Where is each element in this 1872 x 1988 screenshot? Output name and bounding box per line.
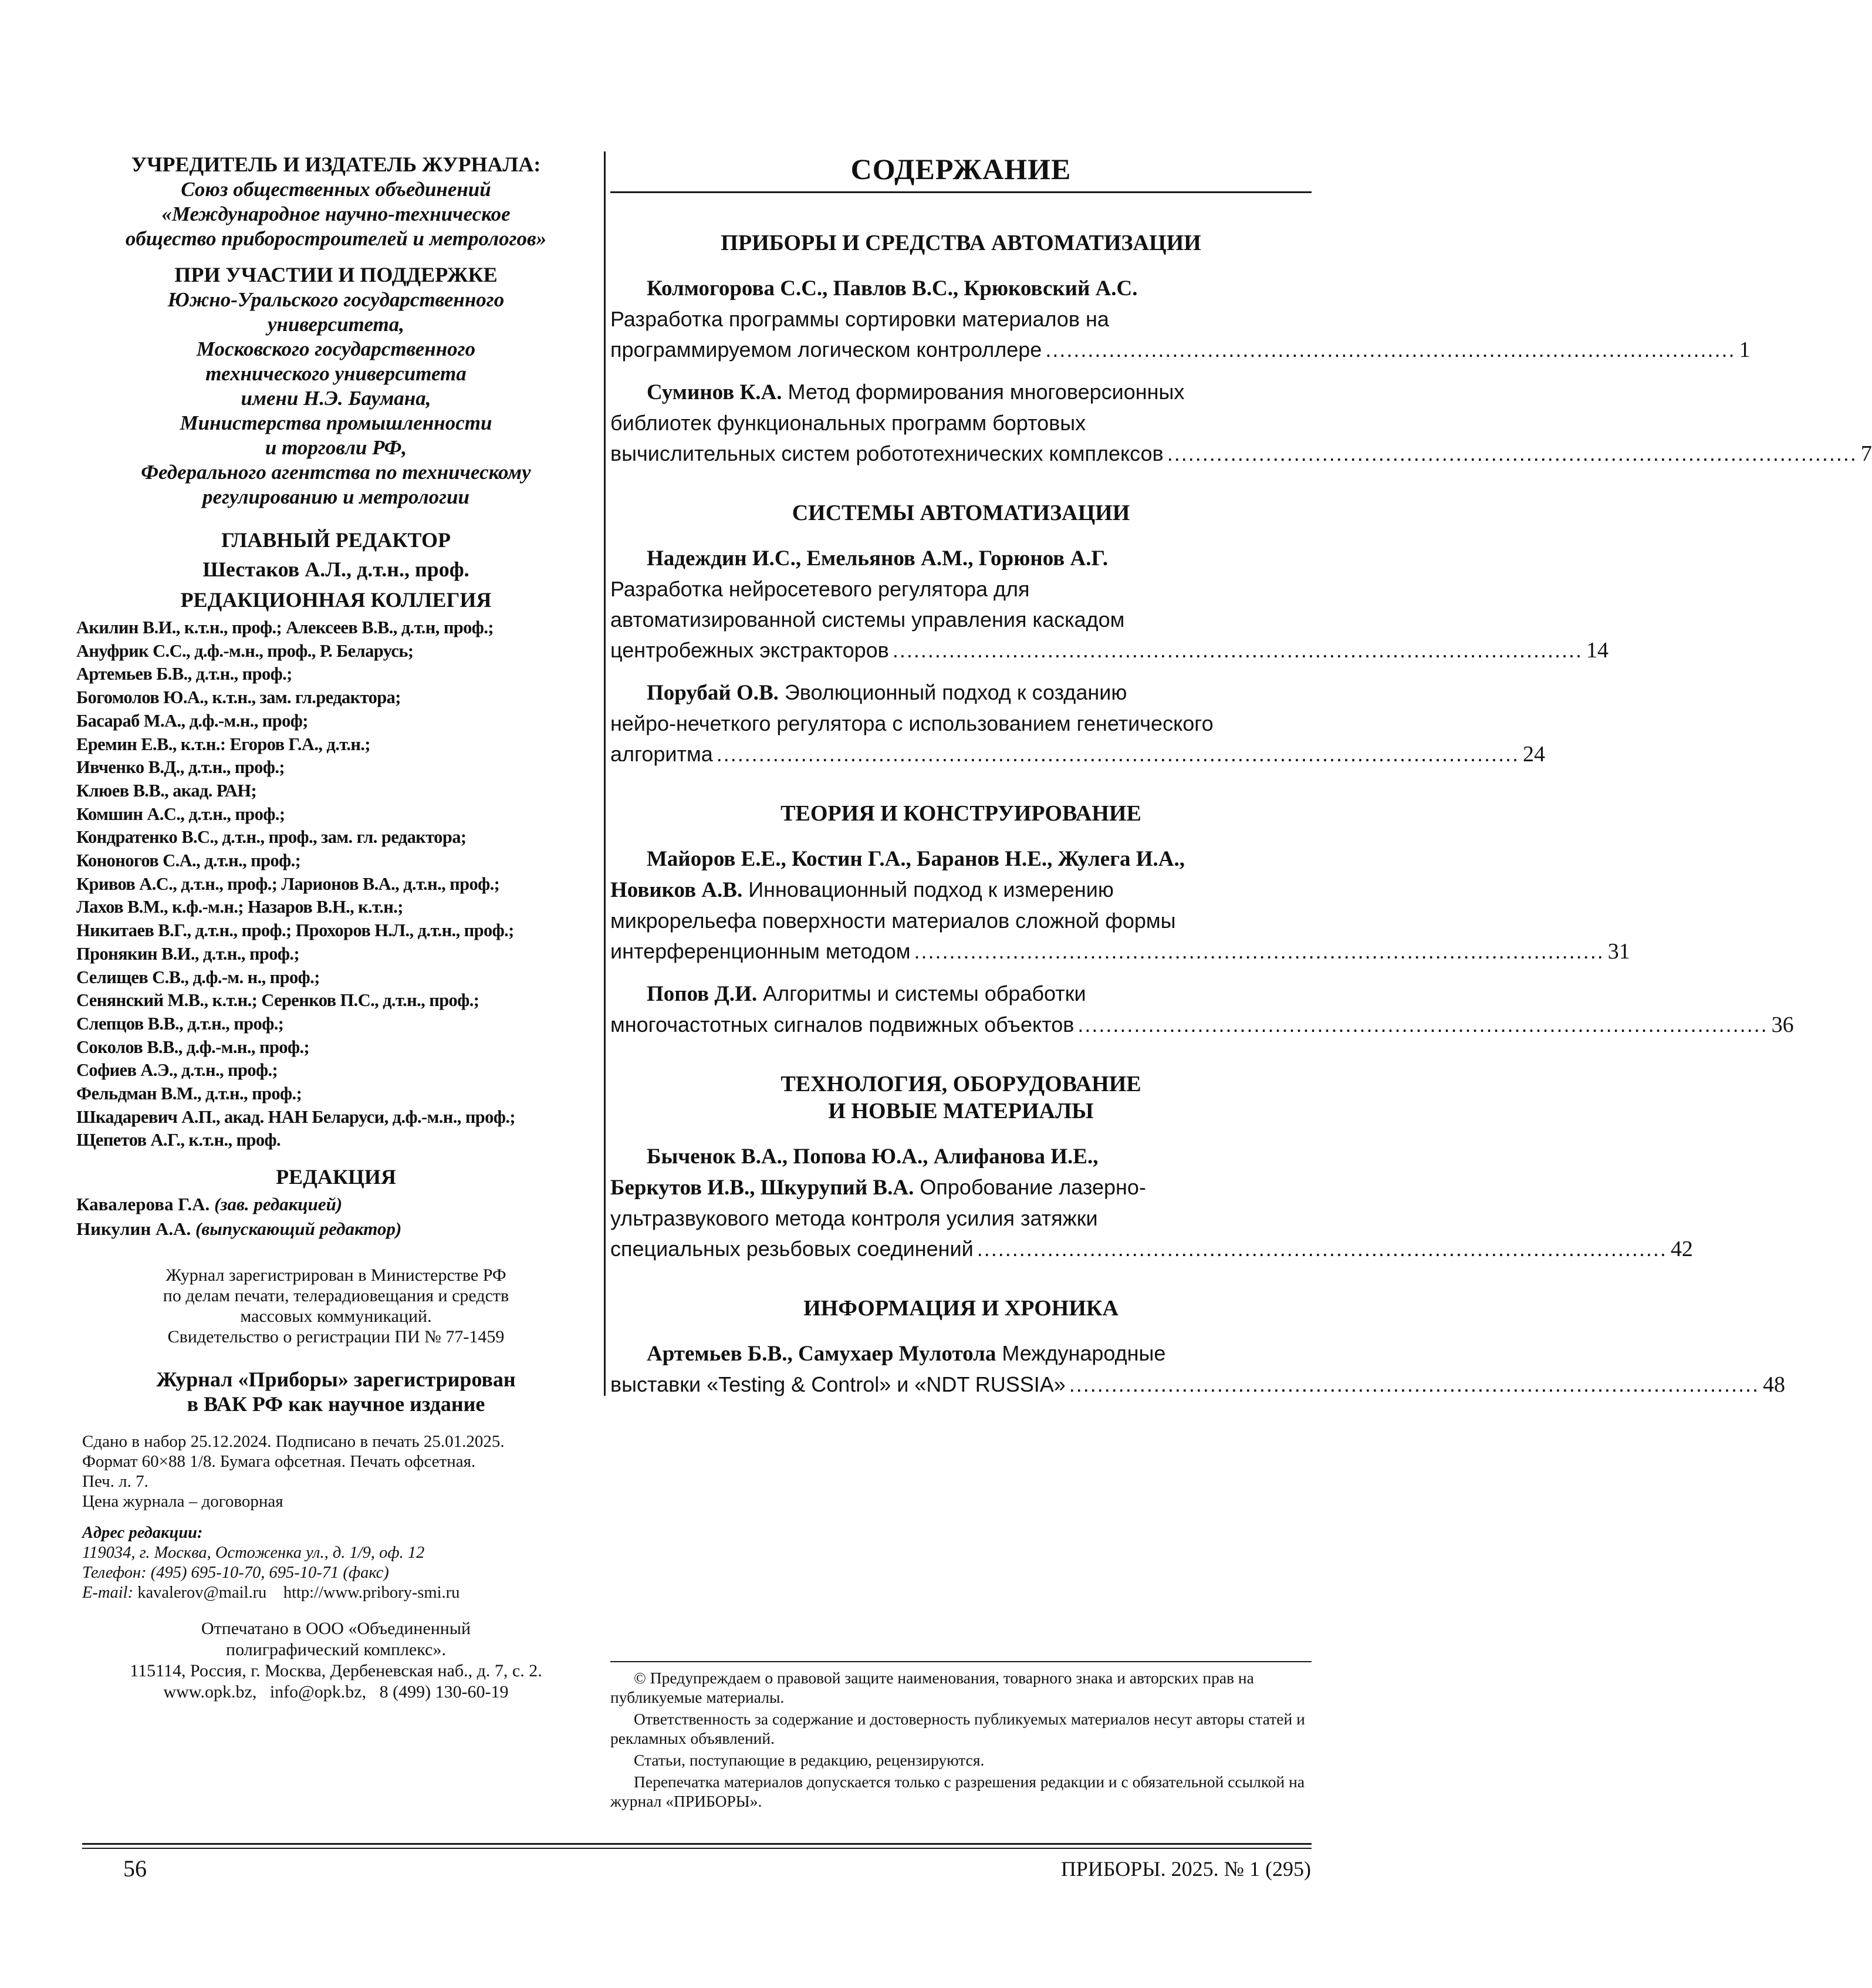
phone-line: Телефон: (495) 695-10-70, 695-10-71 (факс): [82, 1564, 389, 1582]
registration-line: Журнал зарегистрирован в Министерстве РФ: [165, 1265, 506, 1285]
board-member: Щепетов А.Г., к.т.н., проф.: [76, 1130, 281, 1150]
entry-title-line: ультразвукового метода контроля усилия затяжки: [610, 1206, 1098, 1230]
leader-dots: ..................................................................................................................: [716, 742, 1520, 766]
board-member: Еремин Е.В., к.т.н.: Егоров Г.А., д.т.н.;: [76, 734, 370, 754]
entry-title-line: автоматизированной системы управления каскадом: [610, 607, 1125, 632]
legal-note: © Предупреждаем о правовой защите наименования, товарного знака и авторских прав на публикуемые материалы.: [610, 1669, 1254, 1706]
registration-line: массовых коммуникаций.: [240, 1307, 432, 1327]
board-member: Басараб М.А., д.ф.-м.н., проф;: [76, 710, 308, 731]
section-heading: ТЕОРИЯ И КОНСТРУИРОВАНИЕ: [780, 801, 1141, 826]
registration-line: по делам печати, телерадиовещания и средств: [163, 1286, 509, 1306]
printer-line: 115114, Россия, г. Москва, Дербеневская наб., д. 7, с. 2.: [130, 1661, 542, 1681]
toc-entry[interactable]: [610, 273, 1751, 365]
board-member: Сенянский М.В., к.т.н.; Серенков П.С., д.т.н., проф.;: [76, 990, 479, 1011]
staff-member: [76, 1192, 596, 1217]
entry-title-line: микрорельефа поверхности материалов сложной формы: [610, 909, 1176, 933]
support-line: и торговли РФ,: [265, 436, 407, 459]
vak-line: Журнал «Приборы» зарегистрирован: [156, 1368, 516, 1392]
leader-dots: ..................................................................................................: [1077, 1012, 1768, 1037]
support-line: регулированию и метрологии: [202, 485, 469, 508]
entry-title-line: Опробование лазерно-: [914, 1175, 1146, 1199]
section-heading-line: ТЕХНОЛОГИЯ, ОБОРУДОВАНИЕ: [780, 1072, 1141, 1096]
entry-authors: Беркутов И.В., Шкурупий В.А.: [610, 1176, 914, 1200]
support-line: технического университета: [205, 362, 467, 385]
journal-issue: ПРИБОРЫ. 2025. № 1 (295): [1060, 1857, 1311, 1881]
leader-dots: ..................................................................................................: [1167, 441, 1857, 465]
board-member: Акилин В.И., к.т.н., проф.; Алексеев В.В., д.т.н, проф.;: [76, 617, 494, 637]
printer-line: Отпечатано в ООО «Объединенный: [201, 1619, 471, 1639]
toc-entry[interactable]: [610, 543, 1609, 666]
entry-page-number: 31: [1607, 939, 1630, 964]
entry-title-line: нейро-нечеткого регулятора с использованием генетического: [610, 711, 1214, 735]
board-member: Артемьев Б.В., д.т.н., проф.;: [76, 664, 292, 684]
legal-note: Ответственность за содержание и достоверность публикуемых материалов несут авторы статей и рекламных объявлений.: [610, 1710, 1305, 1747]
printer-info: [76, 1618, 596, 1703]
entry-title-line: специальных резьбовых соединений: [610, 1237, 974, 1261]
toc-title: СОДЕРЖАНИЕ: [850, 153, 1072, 185]
leader-dots: ..................................................................................................: [914, 939, 1604, 963]
entry-authors: Артемьев Б.В., Самухаер Мулотола: [647, 1342, 996, 1366]
entry-title-line: Разработка программы сортировки материалов на: [610, 307, 1109, 331]
imprint-column: [76, 151, 596, 1703]
support-line: Федерального агентства по техническому: [141, 461, 531, 484]
board-member: Клюев В.В., акад. РАН;: [76, 780, 257, 801]
email-label: E-mail:: [82, 1584, 134, 1602]
staff-name: Кавалерова Г.А.: [76, 1194, 210, 1215]
print-line: Формат 60×88 1/8. Бумага офсетная. Печать офсетная.: [82, 1452, 476, 1471]
board-member: Ивченко В.Д., д.т.н., проф.;: [76, 757, 285, 778]
legal-notes: [610, 1668, 1312, 1813]
entry-authors: Попов Д.И.: [647, 982, 758, 1006]
staff-role: (зав. редакцией): [214, 1194, 343, 1215]
board-member: Никитаев В.Г., д.т.н., проф.; Прохоров Н.Л., д.т.н., проф.;: [76, 920, 514, 941]
entry-page-number: 48: [1763, 1372, 1785, 1397]
section-heading: [610, 1071, 1312, 1125]
staff-name: Никулин А.А.: [76, 1219, 191, 1240]
section-heading: ИНФОРМАЦИЯ И ХРОНИКА: [803, 1296, 1119, 1321]
leader-dots: ..................................................................................................: [892, 638, 1583, 662]
table-of-contents: [610, 151, 1872, 1412]
entry-page-number: 24: [1523, 742, 1546, 767]
support-line: имени Н.Э. Баумана,: [241, 387, 431, 410]
entry-authors: Порубай О.В.: [647, 681, 779, 705]
board-member: Фельдман В.М., д.т.н., проф.;: [76, 1084, 302, 1104]
page-number: 56: [123, 1855, 147, 1882]
toc-title-rule: [610, 191, 1312, 193]
board-member: Слепцов В.В., д.т.н., проф.;: [76, 1013, 284, 1034]
printer-line: полиграфический комплекс».: [226, 1640, 446, 1660]
section-heading: ПРИБОРЫ И СРЕДСТВА АВТОМАТИЗАЦИИ: [721, 231, 1201, 255]
entry-title-line: вычислительных систем робототехнических комплексов: [610, 441, 1164, 465]
staff-role: (выпускающий редактор): [195, 1219, 402, 1240]
entry-title-line: интерференционным методом: [610, 939, 911, 963]
board-member: Кривов А.С., д.т.н., проф.; Ларионов В.А., д.т.н., проф.;: [76, 873, 500, 894]
editorial-address: [82, 1523, 596, 1603]
entry-title-line: выставки «Testing & Control» и «NDT RUSSIA»: [610, 1372, 1066, 1396]
print-line: Печ. л. 7.: [82, 1472, 148, 1491]
leader-dots: ..................................................................................................: [1069, 1372, 1759, 1396]
board-member: Пронякин В.И., д.т.н., проф.;: [76, 943, 300, 964]
print-line: Цена журнала – договорная: [82, 1492, 283, 1511]
staff-member: [76, 1217, 596, 1241]
entry-title-line: Алгоритмы и системы обработки: [757, 981, 1086, 1005]
board-member: Соколов В.В., д.ф.-м.н., проф.;: [76, 1037, 310, 1057]
entry-title-line: алгоритма: [610, 742, 713, 766]
founder-line: Союз общественных объединений: [181, 178, 491, 201]
legal-note: Перепечатка материалов допускается только с разрешения редакции и с обязательной ссылкой на журнал «ПРИБОРЫ».: [610, 1773, 1305, 1810]
footer-rule: [82, 1848, 1312, 1849]
toc-entry[interactable]: [610, 1338, 1785, 1400]
entry-title-line: многочастотных сигналов подвижных объектов: [610, 1012, 1074, 1037]
support-line: Московского государственного: [196, 337, 476, 360]
leader-dots: ..................................................................................................: [1045, 337, 1736, 362]
entry-authors: Суминов К.А.: [647, 380, 782, 404]
entry-authors: Надеждин И.С., Емельянов А.М., Горюнов А.Г.: [647, 546, 1109, 571]
registration-info: [76, 1265, 596, 1347]
board-member: Комшин А.С., д.т.н., проф.;: [76, 804, 285, 824]
board-member: Лахов В.М., к.ф.-м.н.; Назаров В.Н., к.т.н.;: [76, 897, 403, 917]
entry-authors: Новиков А.В.: [610, 878, 743, 902]
entry-authors: Быченок В.А., Попова Ю.А., Алифанова И.Е.,: [647, 1145, 1099, 1169]
entry-title-line: Международные: [996, 1341, 1166, 1365]
board-member: Селищев С.В., д.ф.-м. н., проф.;: [76, 967, 320, 987]
toc-entry[interactable]: [610, 843, 1630, 967]
section-heading: СИСТЕМЫ АВТОМАТИЗАЦИИ: [792, 501, 1130, 525]
board-member: Богомолов Ю.А., к.т.н., зам. гл.редактора;: [76, 687, 401, 708]
board-member: Кононогов С.А., д.т.н., проф.;: [76, 850, 301, 871]
support-heading: ПРИ УЧАСТИИ И ПОДДЕРЖКЕ: [174, 263, 498, 286]
editorial-board-list: [76, 616, 596, 1152]
printer-line: www.opk.bz, info@opk.bz, 8 (499) 130-60-19: [163, 1682, 509, 1702]
registration-line: Свидетельство о регистрации ПИ № 77-1459: [167, 1327, 505, 1347]
entry-title-line: Эволюционный подход к созданию: [778, 680, 1127, 704]
support-line: университета,: [268, 313, 404, 336]
footer-rule: [82, 1843, 1312, 1845]
board-member: Софиев А.Э., д.т.н., проф.;: [76, 1060, 278, 1081]
toc-entry[interactable]: [610, 978, 1794, 1040]
entry-page-number: 1: [1739, 337, 1751, 362]
print-details: [82, 1432, 596, 1511]
leader-dots: ..................................................................................................: [976, 1237, 1667, 1261]
support-line: Южно-Уральского государственного: [167, 288, 505, 311]
editorial-board-heading: РЕДАКЦИОННАЯ КОЛЛЕГИЯ: [180, 588, 492, 612]
founder-line: «Международное научно-техническое: [161, 202, 511, 225]
support-line: Министерства промышленности: [180, 411, 492, 434]
entry-title-line: Разработка нейросетевого регулятора для: [610, 577, 1030, 601]
website-link[interactable]: http://www.pribory-smi.ru: [283, 1584, 460, 1602]
board-member: Шкадаревич А.П., акад. НАН Беларуси, д.ф.-м.н., проф.;: [76, 1106, 515, 1127]
address-line: 119034, г. Москва, Остоженка ул., д. 1/9, оф. 12: [82, 1544, 425, 1562]
board-member: Ануфрик С.С., д.ф.-м.н., проф., Р. Беларусь;: [76, 640, 414, 661]
toc-entry[interactable]: [610, 377, 1872, 469]
entry-title-line: библиотек функциональных программ бортовых: [610, 411, 1086, 435]
entry-title-line: Метод формирования многоверсионных: [782, 380, 1185, 404]
entry-page-number: 36: [1771, 1012, 1794, 1037]
toc-entry[interactable]: [610, 1141, 1693, 1264]
column-divider: [604, 151, 606, 1396]
print-line: Сдано в набор 25.12.2024. Подписано в печать 25.01.2025.: [82, 1432, 505, 1452]
chief-editor-heading: ГЛАВНЫЙ РЕДАКТОР: [221, 528, 451, 552]
vak-notice: [76, 1367, 596, 1416]
entry-authors: Майоров Е.Е., Костин Г.А., Баранов Н.Е., Жулега И.А.,: [647, 847, 1185, 871]
notes-rule: [610, 1661, 1312, 1662]
section-heading-line: И НОВЫЕ МАТЕРИАЛЫ: [828, 1099, 1094, 1123]
entry-authors: Колмогорова С.С., Павлов В.С., Крюковский А.С.: [647, 276, 1138, 301]
chief-editor-name: Шестаков А.Л., д.т.н., проф.: [202, 558, 469, 581]
entry-page-number: 42: [1670, 1237, 1693, 1261]
vak-line: в ВАК РФ как научное издание: [187, 1392, 485, 1416]
legal-note: Статьи, поступающие в редакцию, рецензируются.: [634, 1751, 985, 1769]
address-label: Адрес редакции:: [82, 1524, 203, 1543]
email-link[interactable]: kavalerov@mail.ru: [137, 1584, 267, 1602]
entry-title-line: программируемом логическом контроллере: [610, 337, 1042, 362]
entry-page-number: 14: [1586, 638, 1609, 663]
staff-heading: РЕДАКЦИЯ: [276, 1165, 396, 1189]
founder-heading: УЧРЕДИТЕЛЬ И ИЗДАТЕЛЬ ЖУРНАЛА:: [131, 153, 541, 176]
board-member: Кондратенко В.С., д.т.н., проф., зам. гл. редактора;: [76, 827, 467, 848]
founder-line: общество приборостроителей и метрологов»: [125, 227, 547, 250]
entry-title-line: центробежных экстракторов: [610, 638, 889, 662]
entry-page-number: 7: [1860, 441, 1872, 466]
toc-entry[interactable]: [610, 677, 1546, 769]
entry-title-line: Инновационный подход к измерению: [742, 877, 1114, 902]
